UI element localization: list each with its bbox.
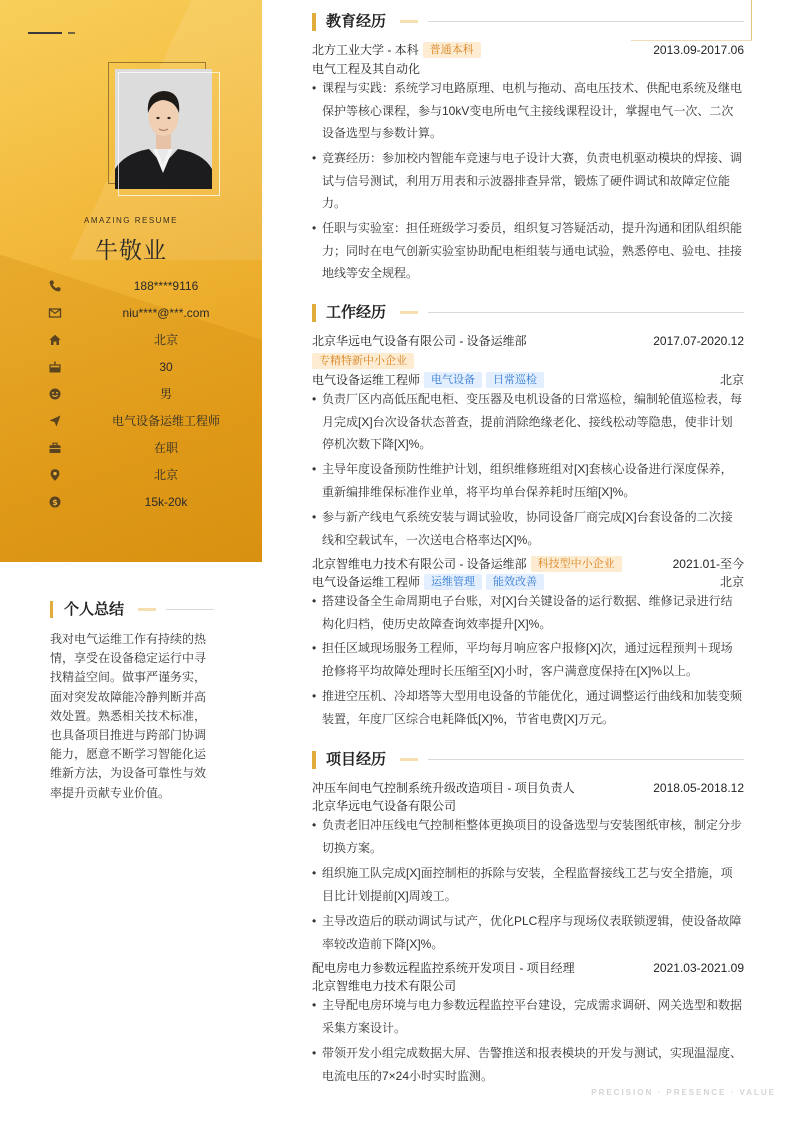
list-item: • 主导配电房环境与电力参数远程监控平台建设，完成需求调研、网关选型和数据采集方案设计。 (312, 998, 743, 1035)
heading-accent-bar (312, 304, 316, 322)
job-header (312, 555, 744, 573)
info-gender (48, 385, 258, 403)
school-tag: 普通本科 (423, 42, 481, 58)
project-dates: 2021.03-2021.09 (653, 961, 744, 975)
section-title: 项目经历 (326, 751, 387, 768)
skill-tag: 运维管理 (424, 574, 482, 590)
list-item: • 参与新产线电气系统安装与调试验收，协同设备厂商完成[X]台套设备的二次接线和空载试车，一次送电合格率达[X]%。 (312, 510, 733, 547)
info-hometown (48, 331, 258, 349)
location-value: 北京 (153, 468, 178, 482)
decorative-line (28, 32, 62, 34)
info-location (48, 466, 258, 484)
svg-text:$: $ (52, 497, 58, 507)
heading-accent-bar (312, 751, 316, 769)
skill-tag: 日常巡检 (486, 372, 544, 388)
work-heading (312, 304, 744, 324)
job-city: 北京 (719, 575, 744, 589)
summary-title: 个人总结 (64, 601, 125, 618)
company-tag: 专精特新中小企业 (312, 353, 414, 369)
info-age (48, 358, 258, 376)
project-name: 冲压车间电气控制系统升级改造项目 - 项目负责人 (312, 781, 575, 795)
project-company: 北京智维电力技术有限公司 (312, 979, 457, 993)
send-icon (48, 414, 62, 428)
heading-accent-bar (312, 13, 316, 31)
school-name: 北方工业大学 - 本科 (312, 43, 419, 57)
position-value: 电气设备运维工程师 (111, 414, 220, 428)
list-item: • 组织施工队完成[X]面控制柜的拆除与安装，全程监督接线工艺与安全措施，项目比计划提前[X]周竣工。 (312, 866, 733, 903)
info-target-position (48, 412, 258, 430)
candidate-name: 牛敬业 (95, 237, 167, 263)
cake-icon (48, 360, 62, 374)
info-salary (48, 493, 258, 511)
list-item: • 推进空压机、冷却塔等大型用电设备的节能优化，通过调整运行曲线和加装变频装置，年度厂区综合电耗降低[X]%，节省电费[X]万元。 (312, 689, 743, 726)
heading-dash (400, 758, 418, 761)
info-email (48, 304, 258, 322)
education-entry-header (312, 41, 744, 59)
salary-icon (48, 495, 62, 509)
email-value: niu****@***.com (122, 306, 210, 320)
list-item: • 课程与实践：系统学习电路原理、电机与拖动、高电压技术、供配电系统及继电保护等核心课程，参与10kV变电所电气主接线课程设计，掌握电气一次、二次设备选型与参数计算。 (312, 81, 743, 140)
mail-icon (48, 306, 62, 320)
project-header (312, 959, 744, 977)
age-value: 30 (159, 360, 173, 374)
footer-tagline: PRECISION · PRESENCE · VALUE (591, 1088, 776, 1097)
photo-frame (118, 72, 220, 196)
heading-rule (166, 609, 214, 610)
phone-icon (48, 279, 62, 293)
heading-dash (400, 20, 418, 23)
project-dates: 2018.05-2018.12 (653, 781, 744, 795)
section-title: 教育经历 (326, 13, 387, 30)
list-item: • 竞赛经历：参加校内智能车竞速与电子设计大赛，负责电机驱动模块的焊接、调试与信号测试，利用万用表和示波器排查异常，锻炼了硬件调试和故障定位能力。 (312, 151, 743, 210)
phone-value: 188****9116 (133, 279, 199, 293)
job-dates: 2017.07-2020.12 (653, 334, 744, 348)
heading-rule (428, 21, 744, 22)
company-name: 北京华远电气设备有限公司 - 设备运维部 (312, 334, 527, 348)
project-header (312, 779, 744, 797)
job-role-row (312, 573, 744, 591)
skill-tag: 能效改善 (486, 574, 544, 590)
list-item: • 担任区域现场服务工程师，平均每月响应客户报修[X]次，通过远程预判＋现场抢修将平均故障处理时长压缩至[X]小时，客户满意度保持在[X]%以上。 (312, 641, 733, 678)
job-header (312, 332, 744, 350)
gender-value: 男 (159, 387, 172, 401)
list-item: • 负责厂区内高低压配电柜、变压器及电机设备的日常巡检，编制轮值巡检表，每月完成[X]台次设备状态普查，提前消除绝缘老化、接线松动等隐患，使非计划停机次数下降[X]%。 (312, 392, 743, 451)
job-dates: 2021.01-至今 (672, 557, 744, 571)
job-city: 北京 (719, 373, 744, 387)
resume-tagline: AMAZING RESUME (84, 216, 178, 225)
company-name: 北京智维电力技术有限公司 - 设备运维部 (312, 557, 527, 571)
sidebar (0, 0, 262, 562)
job-role: 电气设备运维工程师 (312, 373, 421, 387)
job-role-row (312, 371, 744, 389)
heading-rule (428, 759, 744, 760)
job-role: 电气设备运维工程师 (312, 575, 421, 589)
location-pin-icon (48, 468, 62, 482)
summary-text: 我对电气运维工作有持续的热情，享受在设备稳定运行中寻找精益空间。做事严谨务实，面对突发故障能冷静判断并高效处置。熟悉相关技术标准，也具备项目推进与跨部门协调能力，愿意不断学习智能化运维新方法，为设备可靠性与效率提升贡献专业价值。 (50, 632, 207, 800)
heading-dash (138, 608, 156, 611)
salary-value: 15k-20k (144, 495, 188, 509)
info-status (48, 439, 258, 457)
project-company: 北京华远电气设备有限公司 (312, 799, 457, 813)
project-name: 配电房电力参数远程监控系统开发项目 - 项目经理 (312, 961, 575, 975)
list-item: • 主导年度设备预防性维护计划，组织维修班组对[X]套核心设备进行深度保养，重新编排维保标准作业单，将平均单台保养耗时压缩[X]%。 (312, 462, 733, 499)
company-tag: 科技型中小企业 (531, 556, 622, 572)
company-tag-row (312, 352, 744, 370)
status-value: 在职 (153, 441, 178, 455)
list-item: • 带领开发小组完成数据大屏、告警推送和报表模块的开发与测试，实现温湿度、电流电压的7×24小时实时监测。 (312, 1046, 743, 1083)
section-title: 工作经历 (326, 304, 387, 321)
major: 电气工程及其自动化 (312, 62, 421, 76)
decorative-line (68, 32, 75, 34)
education-heading (312, 13, 744, 33)
heading-accent-bar (50, 601, 53, 618)
summary-heading (50, 600, 215, 620)
heading-rule (428, 312, 744, 313)
list-item: • 搭建设备全生命周期电子台账，对[X]台关键设备的运行数据、维修记录进行结构化归档，使历史故障查询效率提升[X]%。 (312, 594, 733, 631)
list-item: • 负责老旧冲压线电气控制柜整体更换项目的设备选型与安装图纸审核，制定分步切换方案。 (312, 818, 743, 855)
briefcase-icon (48, 441, 62, 455)
hometown-value: 北京 (153, 333, 178, 347)
projects-heading (312, 751, 744, 771)
smiley-icon (48, 387, 62, 401)
heading-dash (400, 311, 418, 314)
skill-tag: 电气设备 (424, 372, 482, 388)
education-dates: 2013.09-2017.06 (653, 43, 744, 57)
home-icon (48, 333, 62, 347)
list-item: • 任职与实验室：担任班级学习委员，组织复习答疑活动，提升沟通和团队组织能力；同时在电气创新实验室协助配电柜组装与通电试验，熟悉停电、验电、挂接地线等安全规程。 (312, 221, 743, 280)
list-item: • 主导改造后的联动调试与试产，优化PLC程序与现场仪表联锁逻辑，使设备故障率较改造前下降[X]%。 (312, 914, 742, 951)
info-phone (48, 277, 258, 295)
